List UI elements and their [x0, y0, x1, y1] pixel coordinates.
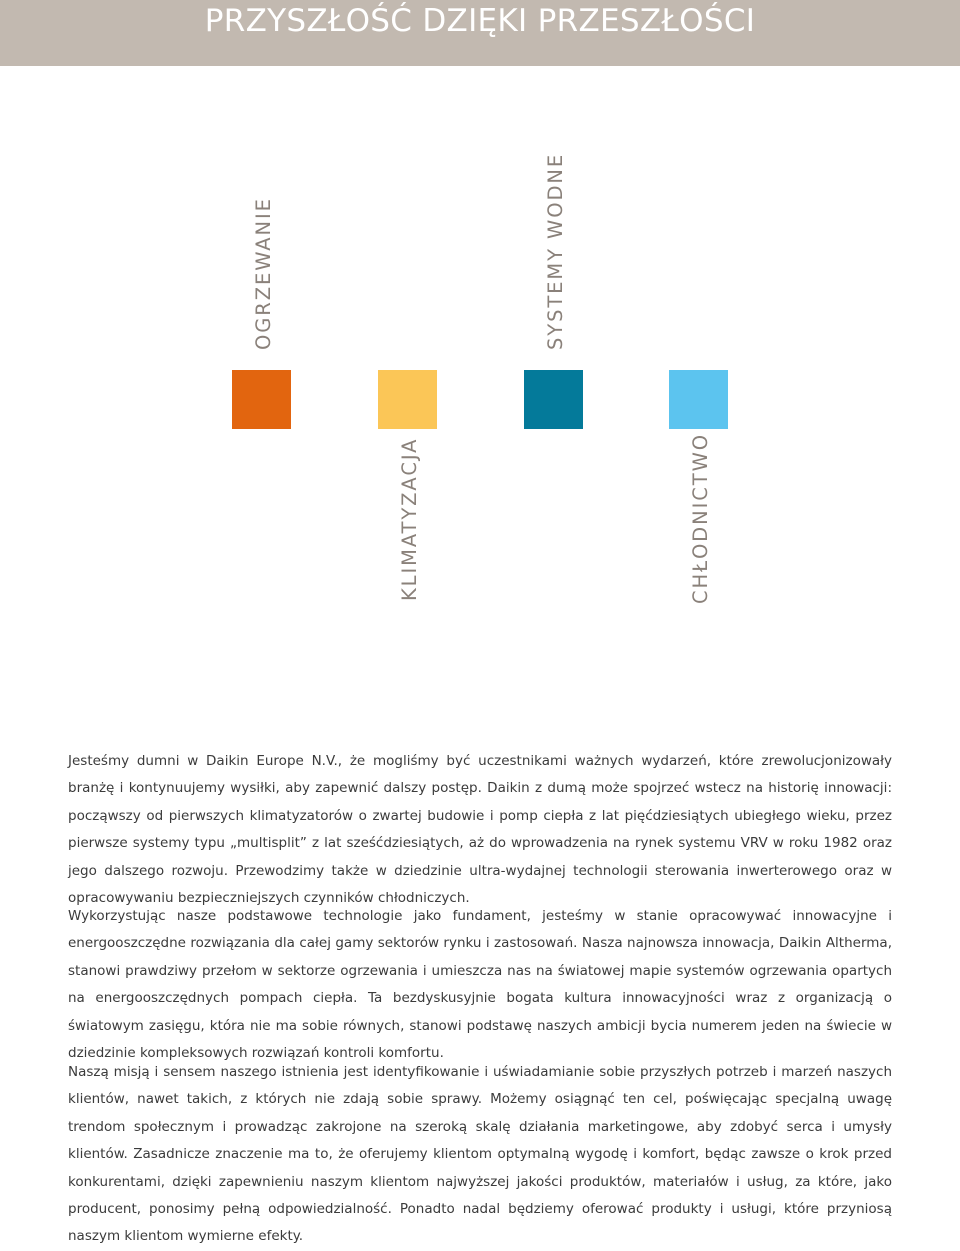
header-bar: [0, 0, 960, 66]
refrigeration-color-square: [669, 370, 728, 429]
heating-color-square: [232, 370, 291, 429]
category-label-water-systems: SYSTEMY WODNE: [544, 152, 567, 350]
category-label-refrigeration: CHŁODNICTWO: [689, 433, 712, 604]
category-label-heating: OGRZEWANIE: [252, 197, 275, 350]
category-label-air-conditioning: KLIMATYZACJA: [398, 437, 421, 601]
technology-paragraph: Wykorzystując nasze podstawowe technologie jako fundament, jesteśmy w stanie opracowywać innowacyjne i energooszczędne rozwiązania dla całej gamy sektorów rynku i zastosowań. Nasza najnowsza innowacja, Daikin Altherma, stanowi prawdziwy przełom w sektorze ogrzewania i umieszcza nas na światowej mapie systemów ogrzewania opartych na energooszczędnych pompach ciepła. Ta bezdyskusyjnie bogata kultura innowacyjności wraz z organizacją o światowym zasięgu, która nie ma sobie równych, stanowi podstawę naszych ambicji bycia numerem jeden na świecie w dziedzinie kompleksowych rozwiązań kontroli komfortu.: [68, 908, 892, 1062]
page-title: PRZYSZŁOŚĆ DZIĘKI PRZESZŁOŚCI: [204, 3, 756, 39]
water-systems-color-square: [524, 370, 583, 429]
air-conditioning-color-square: [378, 370, 437, 429]
intro-paragraph: Jesteśmy dumni w Daikin Europe N.V., że mogliśmy być uczestnikami ważnych wydarzeń, które zrewolucjonizowały branżę i kontynuujemy wysiłki, aby zapewnić dalszy postęp. Daikin z dumą może spojrzeć wstecz na historię innowacji: począwszy od pierwszych klimatyzatorów o zwartej budowie i pomp ciepła z lat pięćdziesiątych ubiegłego wieku, przez pierwsze systemy typu „multisplit” z lat sześćdziesiątych, aż do wprowadzenia na rynek systemu VRV w roku 1982 oraz jego dalszego rozwoju. Przewodzimy także w dziedzinie ultra-wydajnej technologii sterowania inwerterowego oraz w opracowywaniu bezpieczniejszych czynników chłodniczych.: [68, 753, 892, 907]
mission-paragraph: Naszą misją i sensem naszego istnienia jest identyfikowanie i uświadamianie sobie przyszłych potrzeb i marzeń naszych klientów, nawet takich, z których nie zdają sobie sprawy. Możemy osiągnąć ten cel, poświęcając specjalną uwagę trendom społecznym i prowadząc zakrojone na szeroką skalę działania marketingowe, aby zdobyć serca i umysły klientów. Zasadnicze znaczenie ma to, że oferujemy klientom optymalną wygodę i komfort, będąc zawsze o krok przed konkurentami, dzięki zapewnieniu naszym klientom najwyższej jakości produktów, materiałów i usług, za które, jako producent, ponosimy pełną odpowiedzialność. Ponadto nadal będziemy oferować produkty i usługi, które przyniosą naszym klientom wymierne efekty.: [68, 1064, 892, 1245]
